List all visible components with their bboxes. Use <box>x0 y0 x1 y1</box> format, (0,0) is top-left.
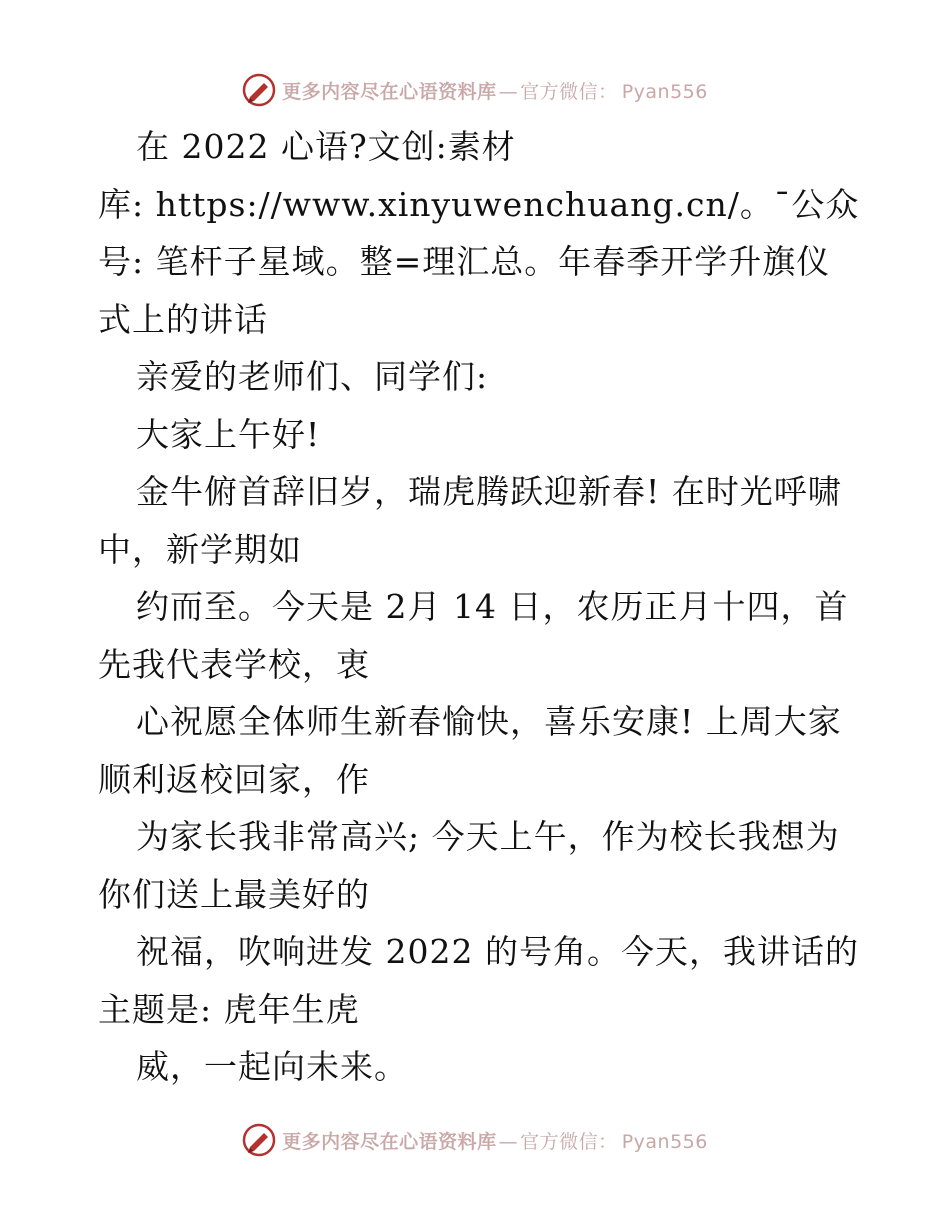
doc-line: 威，一起向未来。 <box>136 1047 408 1086</box>
doc-line: 为家长我非常高兴; 今天上午，作为校长我想为 <box>136 817 840 856</box>
document-body <box>98 118 878 1096</box>
doc-line: 金牛俯首辞旧岁，瑞虎腾跃迎新春! 在时光呼啸 <box>136 472 842 511</box>
doc-line: 亲爱的老师们、同学们: <box>136 357 489 396</box>
doc-line: 约而至。今天是 2月 14 日，农历正月十四，首 <box>136 587 849 626</box>
doc-line: 库: https://www.xinyuwenchuang.cn/。¯公众 <box>98 184 860 224</box>
doc-line: 中，新学期如 <box>98 529 302 569</box>
doc-line: 先我代表学校，衷 <box>98 644 370 684</box>
footer-banner-text <box>282 1127 708 1154</box>
footer-banner-wechat-label: 官方微信： <box>520 1130 618 1153</box>
doc-line: 号: 笔杆子星域。整=理汇总。年春季开学升旗仪 <box>98 242 831 281</box>
pen-logo-icon <box>242 1123 276 1157</box>
doc-line: 心祝愿全体师生新春愉快，喜乐安康! 上周大家 <box>136 702 842 741</box>
header-banner-main: 更多内容尽在心语资料库 <box>282 80 497 103</box>
header-banner-separator: — <box>498 80 519 103</box>
footer-banner-main: 更多内容尽在心语资料库 <box>282 1130 497 1153</box>
doc-line: 顺利返校回家，作 <box>98 759 370 799</box>
doc-line: 主题是: 虎年生虎 <box>98 989 360 1029</box>
footer-banner-separator: — <box>498 1130 519 1153</box>
header-banner-text <box>282 77 708 104</box>
doc-line: 祝福，吹响进发 2022 的号角。今天，我讲话的 <box>136 932 859 971</box>
doc-line: 式上的讲话 <box>98 299 268 339</box>
doc-line: 在 2022 心语?文创:素材 <box>136 127 516 166</box>
footer-banner-wechat-id: Pyan556 <box>621 1130 708 1153</box>
doc-line: 大家上午好! <box>136 414 321 454</box>
header-banner-wechat-id: Pyan556 <box>621 80 708 103</box>
pen-logo-icon <box>242 73 276 107</box>
doc-line: 你们送上最美好的 <box>98 874 370 914</box>
header-banner-wechat-label: 官方微信： <box>520 80 618 103</box>
footer-watermark-banner <box>0 1120 950 1160</box>
header-watermark-banner <box>0 70 950 110</box>
